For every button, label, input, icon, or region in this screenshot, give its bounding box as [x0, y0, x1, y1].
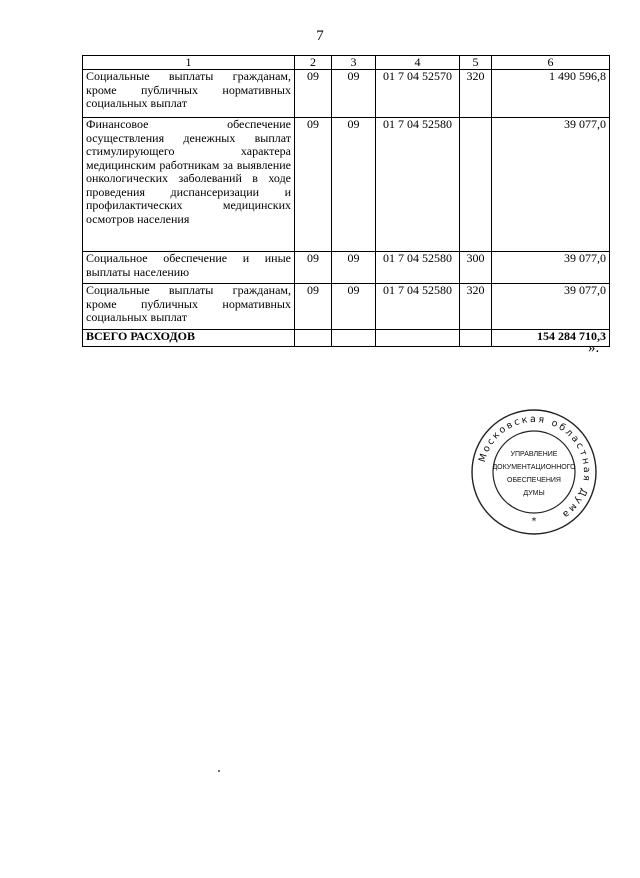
expense-type-code — [460, 118, 492, 252]
stray-dot — [218, 770, 220, 772]
row-name: Социальные выплаты гражданам, кроме публичных нормативных социальных выплат — [83, 70, 295, 118]
total-amount: 154 284 710,3 — [492, 330, 610, 347]
subsection-code: 09 — [332, 70, 376, 118]
expense-type-code: 300 — [460, 252, 492, 284]
section-code: 09 — [295, 284, 332, 330]
target-article-code: 01 7 04 52580 — [376, 118, 460, 252]
empty-cell — [332, 330, 376, 347]
expenditure-table — [82, 55, 610, 347]
column-header: 2 — [295, 56, 332, 70]
svg-text:*: * — [531, 516, 537, 527]
subsection-code: 09 — [332, 284, 376, 330]
section-code: 09 — [295, 252, 332, 284]
stamp-center-line: ДУМЫ — [523, 490, 545, 497]
stamp-center-line: ДОКУМЕНТАЦИОННОГО — [492, 464, 576, 471]
column-header: 3 — [332, 56, 376, 70]
table-row — [83, 118, 610, 252]
column-header: 5 — [460, 56, 492, 70]
target-article-code: 01 7 04 52580 — [376, 284, 460, 330]
total-label: ВСЕГО РАСХОДОВ — [83, 330, 295, 347]
subsection-code: 09 — [332, 252, 376, 284]
section-code: 09 — [295, 118, 332, 252]
column-header: 6 — [492, 56, 610, 70]
closing-quote-mark: ». — [588, 340, 600, 356]
expense-type-code: 320 — [460, 284, 492, 330]
empty-cell — [460, 330, 492, 347]
header-row — [83, 56, 610, 70]
row-name: Социальные выплаты гражданам, кроме публичных нормативных социальных выплат — [83, 284, 295, 330]
total-row — [83, 330, 610, 347]
page-number: 7 — [316, 28, 324, 44]
section-code: 09 — [295, 70, 332, 118]
table-row — [83, 70, 610, 118]
row-name: Финансовое обеспечение осуществления денежных выплат стимулирующего характера медицинским работникам за выявление онкологических заболеваний в ходе проведения диспансеризации и профилактических медицинских осмотров населения — [83, 118, 295, 252]
column-header: 1 — [83, 56, 295, 70]
subsection-code: 09 — [332, 118, 376, 252]
amount: 39 077,0 — [492, 284, 610, 330]
empty-cell — [295, 330, 332, 347]
amount: 39 077,0 — [492, 118, 610, 252]
official-seal-stamp — [470, 408, 598, 536]
empty-cell — [376, 330, 460, 347]
amount: 1 490 596,8 — [492, 70, 610, 118]
amount: 39 077,0 — [492, 252, 610, 284]
target-article-code: 01 7 04 52570 — [376, 70, 460, 118]
table-row — [83, 284, 610, 330]
svg-text:Московская областная Дума: Московская областная Дума — [476, 413, 593, 522]
row-name: Социальное обеспечение и иные выплаты населению — [83, 252, 295, 284]
table-row — [83, 252, 610, 284]
stamp-center-line: УПРАВЛЕНИЕ — [510, 451, 558, 458]
stamp-center-line: ОБЕСПЕЧЕНИЯ — [507, 477, 561, 484]
target-article-code: 01 7 04 52580 — [376, 252, 460, 284]
column-header: 4 — [376, 56, 460, 70]
expense-type-code: 320 — [460, 70, 492, 118]
